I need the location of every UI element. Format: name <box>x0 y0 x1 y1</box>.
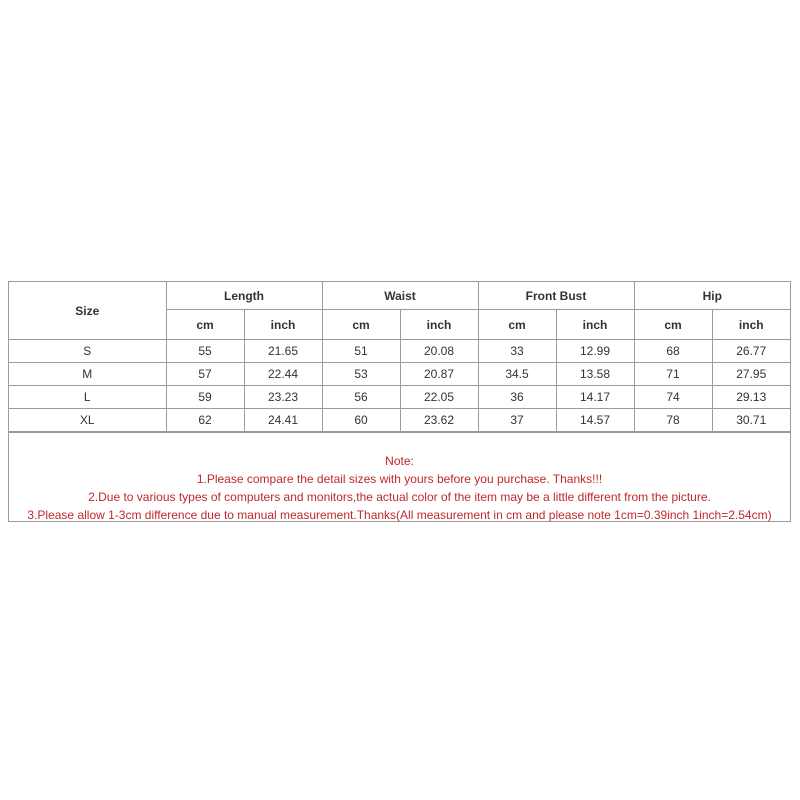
size-cell: S <box>9 340 166 363</box>
size-chart <box>8 281 791 522</box>
value-cell: 24.41 <box>244 409 322 432</box>
value-cell: 22.05 <box>400 386 478 409</box>
value-cell: 14.17 <box>556 386 634 409</box>
table-row <box>9 409 790 432</box>
value-cell: 53 <box>322 363 400 386</box>
notes-title: Note: <box>385 454 414 468</box>
notes-section <box>9 432 790 521</box>
value-cell: 68 <box>634 340 712 363</box>
value-cell: 36 <box>478 386 556 409</box>
value-cell: 78 <box>634 409 712 432</box>
table-row <box>9 386 790 409</box>
value-cell: 55 <box>166 340 244 363</box>
unit-header: inch <box>244 310 322 340</box>
value-cell: 20.08 <box>400 340 478 363</box>
value-cell: 21.65 <box>244 340 322 363</box>
value-cell: 20.87 <box>400 363 478 386</box>
value-cell: 37 <box>478 409 556 432</box>
value-cell: 27.95 <box>712 363 790 386</box>
value-cell: 71 <box>634 363 712 386</box>
note-line: 3.Please allow 1-3cm difference due to manual measurement.Thanks(All measurement in cm and please note 1cm=0.39inch 1inch=2.54cm) <box>27 508 772 522</box>
value-cell: 12.99 <box>556 340 634 363</box>
value-cell: 23.23 <box>244 386 322 409</box>
value-cell: 57 <box>166 363 244 386</box>
size-cell: L <box>9 386 166 409</box>
note-line: 1.Please compare the detail sizes with yours before you purchase. Thanks!!! <box>196 472 603 486</box>
value-cell: 59 <box>166 386 244 409</box>
value-cell: 62 <box>166 409 244 432</box>
value-cell: 26.77 <box>712 340 790 363</box>
unit-header: inch <box>400 310 478 340</box>
value-cell: 74 <box>634 386 712 409</box>
group-header-front-bust: Front Bust <box>478 282 634 310</box>
value-cell: 30.71 <box>712 409 790 432</box>
value-cell: 60 <box>322 409 400 432</box>
group-header-hip: Hip <box>634 282 790 310</box>
size-cell: M <box>9 363 166 386</box>
value-cell: 29.13 <box>712 386 790 409</box>
group-header-length: Length <box>166 282 322 310</box>
value-cell: 22.44 <box>244 363 322 386</box>
unit-header: cm <box>634 310 712 340</box>
value-cell: 56 <box>322 386 400 409</box>
unit-header: cm <box>478 310 556 340</box>
header-row-groups <box>9 282 790 310</box>
value-cell: 34.5 <box>478 363 556 386</box>
unit-header: cm <box>322 310 400 340</box>
note-line: 2.Due to various types of computers and monitors,the actual color of the item may be a little different from the picture. <box>88 490 711 504</box>
value-cell: 23.62 <box>400 409 478 432</box>
table-row <box>9 363 790 386</box>
unit-header: inch <box>556 310 634 340</box>
size-cell: XL <box>9 409 166 432</box>
unit-header: inch <box>712 310 790 340</box>
table-row <box>9 340 790 363</box>
size-header: Size <box>9 282 166 340</box>
unit-header: cm <box>166 310 244 340</box>
value-cell: 14.57 <box>556 409 634 432</box>
group-header-waist: Waist <box>322 282 478 310</box>
value-cell: 13.58 <box>556 363 634 386</box>
value-cell: 51 <box>322 340 400 363</box>
size-table <box>9 282 790 432</box>
value-cell: 33 <box>478 340 556 363</box>
